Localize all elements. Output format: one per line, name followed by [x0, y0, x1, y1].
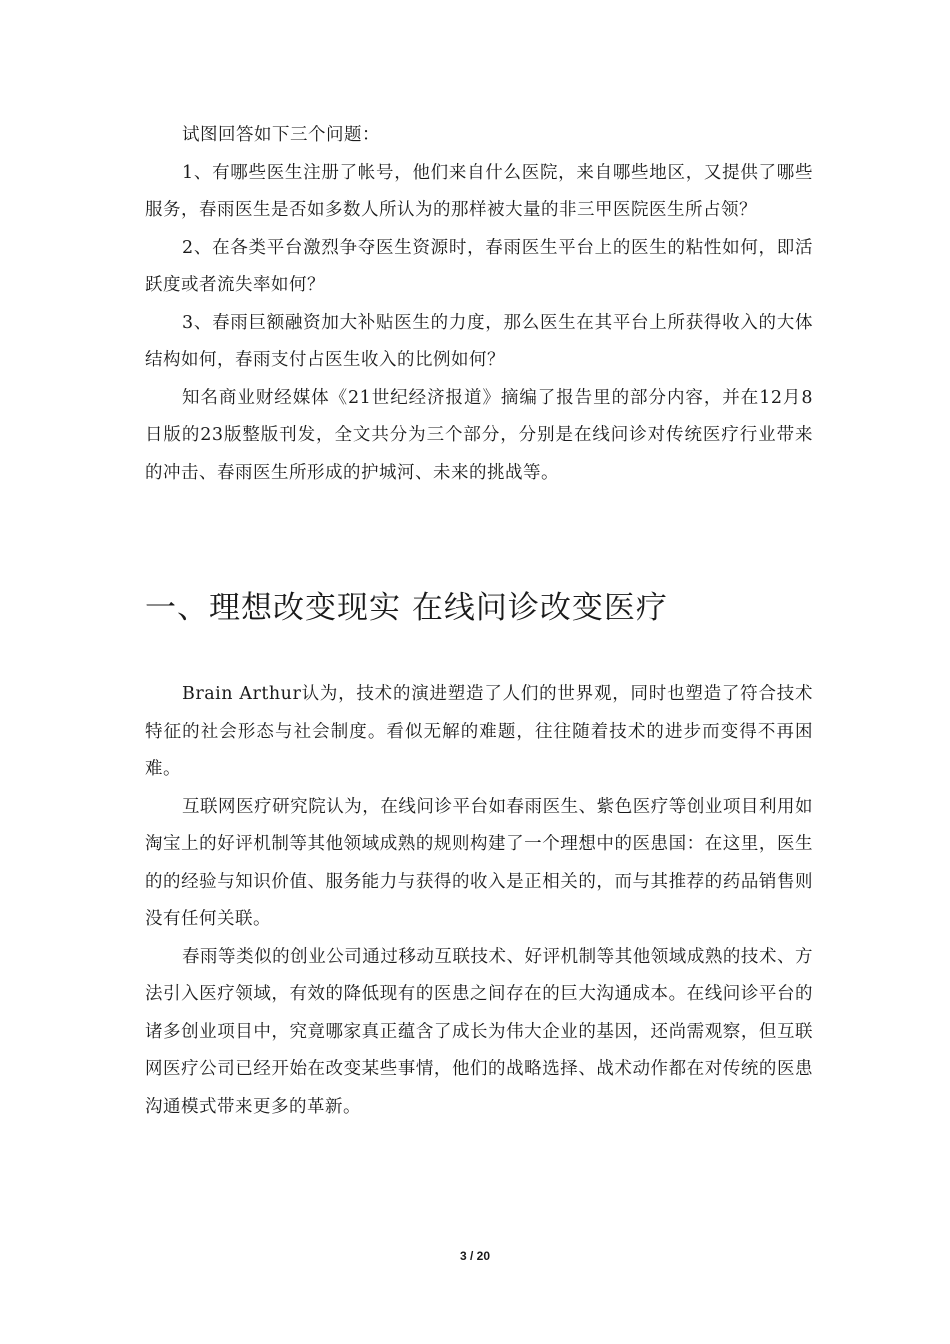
media-paragraph: 知名商业财经媒体《21世纪经济报道》摘编了报告里的部分内容，并在12月8日版的23版整版刊发，全文共分为三个部分，分别是在线问诊对传统医疗行业带来的冲击、春雨医生所形成的护城河、未来的挑战等。 — [145, 387, 813, 483]
question-1: 1、有哪些医生注册了帐号，他们来自什么医院，来自哪些地区，又提供了哪些服务，春雨医生是否如多数人所认为的那样被大量的非三甲医院医生所占领？ — [145, 162, 813, 220]
question-2: 2、在各类平台激烈争夺医生资源时，春雨医生平台上的医生的粘性如何，即活跃度或者流失率如何？ — [145, 237, 813, 295]
intro-section — [145, 117, 813, 492]
section-heading: 一、理想改变现实 在线问诊改变医疗 — [145, 590, 668, 626]
section-body — [145, 676, 813, 1126]
body-paragraph: Brain Arthur认为，技术的演进塑造了人们的世界观，同时也塑造了符合技术特征的社会形态与社会制度。看似无解的难题，往往随着技术的进步而变得不再困难。 — [145, 684, 813, 779]
body-paragraph: 春雨等类似的创业公司通过移动互联技术、好评机制等其他领域成熟的技术、方法引入医疗领域，有效的降低现有的医患之间存在的巨大沟通成本。在线问诊平台的诸多创业项目中，究竟哪家真正蕴含了成长为伟大企业的基因，还尚需观察，但互联网医疗公司已经开始在改变某些事情，他们的战略选择、战术动作都在对传统的医患沟通模式带来更多的革新。 — [145, 946, 813, 1117]
body-paragraph: 互联网医疗研究院认为，在线问诊平台如春雨医生、紫色医疗等创业项目利用如淘宝上的好评机制等其他领域成熟的规则构建了一个理想中的医患国：在这里，医生的的经验与知识价值、服务能力与获得的收入是正相关的，而与其推荐的药品销售则没有任何关联。 — [145, 796, 813, 929]
page-number: 3 / 20 — [459, 1249, 491, 1263]
intro-paragraph: 试图回答如下三个问题： — [182, 125, 380, 145]
question-3: 3、春雨巨额融资加大补贴医生的力度，那么医生在其平台上所获得收入的大体结构如何，春雨支付占医生收入的比例如何？ — [145, 312, 813, 370]
